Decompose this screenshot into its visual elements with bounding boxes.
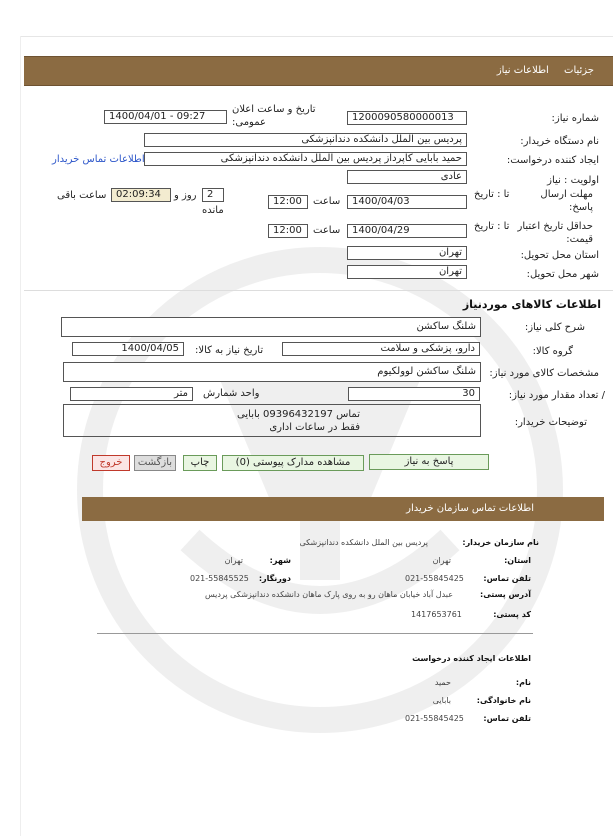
- contact-phone-value: 021-55845425: [405, 574, 464, 583]
- notes-line-2: فقط در ساعات اداری: [269, 422, 360, 433]
- back-button[interactable]: بازگشت: [134, 455, 176, 471]
- requester-label: ایجاد کننده درخواست:: [506, 155, 599, 166]
- reply-button[interactable]: پاسخ به نیاز: [369, 454, 489, 470]
- deadline-label-2: پاسخ:: [568, 202, 593, 213]
- province-field: تهران: [347, 246, 467, 260]
- left-divider: [20, 36, 21, 836]
- page-header: [24, 56, 613, 86]
- remaining-hours-label: ساعت باقی: [57, 190, 107, 201]
- contact-city-label: شهر:: [269, 556, 291, 565]
- print-button[interactable]: چاپ: [183, 455, 217, 471]
- validity-time-label: ساعت: [313, 225, 341, 236]
- contact-title: اطلاعات تماس سازمان خریدار: [406, 503, 534, 514]
- watermark-logo-icon: [70, 240, 570, 740]
- validity-date-field: 1400/04/29: [347, 224, 467, 238]
- contact-province-label: استان:: [504, 556, 531, 565]
- city-label: شهر محل تحویل:: [526, 269, 599, 280]
- announce-date-field: 1400/04/01 - 09:27: [104, 110, 227, 124]
- deadline-to-date-label: تا : تاریخ: [474, 189, 510, 200]
- address-value: عبدل آباد خیابان ماهان رو به روی پارک ماهان دانشکده دندانپزشکی پردیس: [204, 590, 453, 599]
- goods-group-field: دارو، پزشکی و سلامت: [282, 342, 480, 356]
- buyer-org-field: پردیس بین الملل دانشکده دندانپزشکی: [144, 133, 467, 147]
- contact-fax-label: دورنگار:: [258, 574, 291, 583]
- req-phone-label: تلفن تماس:: [483, 714, 531, 723]
- deadline-date-field: 1400/04/03: [347, 195, 467, 209]
- notes-box: [63, 404, 481, 437]
- contact-fax-value: 021-55845525: [190, 574, 249, 583]
- breadcrumb: [485, 65, 594, 76]
- buyer-org-label: نام دستگاه خریدار:: [520, 136, 599, 147]
- announce-label-2: عمومی:: [232, 117, 266, 128]
- qty-label: / تعداد مقدار مورد نیاز:: [508, 390, 605, 401]
- validity-time-field: 12:00: [268, 224, 308, 238]
- countdown-field: 02:09:34: [111, 188, 171, 202]
- need-date-label: تاریخ نیاز به کالا:: [195, 345, 264, 356]
- priority-field: عادی: [347, 170, 467, 184]
- deadline-time-field: 12:00: [268, 195, 308, 209]
- top-divider: [20, 36, 613, 37]
- province-label: استان محل تحویل:: [520, 250, 599, 261]
- summary-label: شرح کلی نیاز:: [524, 322, 585, 333]
- exit-button[interactable]: خروج: [92, 455, 130, 471]
- priority-label: اولویت : نیاز: [547, 175, 599, 186]
- contact-phone-label: تلفن تماس:: [483, 574, 531, 583]
- remaining-label: مانده: [202, 205, 224, 216]
- validity-to-date-label: تا : تاریخ: [474, 221, 510, 232]
- goods-section-title: اطلاعات کالاهای موردنیاز: [462, 298, 601, 311]
- first-name-value: حمید: [434, 678, 451, 687]
- days-label: روز و: [174, 190, 197, 201]
- contact-city-value: تهران: [224, 556, 243, 565]
- requester-info-title: اطلاعات ایجاد کننده درخواست: [412, 654, 531, 663]
- last-name-label: نام خانوادگی:: [476, 696, 531, 705]
- unit-field: متر: [70, 387, 193, 401]
- contact-divider: [97, 633, 533, 634]
- validity-label-2: قیمت:: [566, 234, 593, 245]
- deadline-label-1: مهلت ارسال: [540, 189, 593, 200]
- need-number-field: 1200090580000013: [347, 111, 467, 125]
- summary-field: شلنگ ساکشن: [61, 317, 481, 337]
- deadline-time-label: ساعت: [313, 196, 341, 207]
- spec-label: مشخصات کالای مورد نیاز:: [489, 368, 599, 379]
- notes-line-1: تماس 09396432197 بابایی: [237, 409, 360, 420]
- postal-value: 1417653761: [411, 610, 462, 619]
- section-divider: [24, 290, 613, 291]
- city-field: تهران: [347, 265, 467, 279]
- buyer-contact-link[interactable]: اطلاعات تماس خریدار: [52, 154, 145, 165]
- breadcrumb-details[interactable]: جزئیات: [564, 65, 594, 76]
- org-name-label: نام سازمان خریدار:: [462, 538, 539, 547]
- contact-header: [82, 497, 604, 521]
- postal-label: کد پستی:: [493, 610, 531, 619]
- req-phone-value: 021-55845425: [405, 714, 464, 723]
- first-name-label: نام:: [515, 678, 531, 687]
- spec-field: شلنگ ساکشن لوولکیوم: [63, 362, 481, 382]
- need-number-label: شماره نیاز:: [551, 113, 599, 124]
- address-label: آدرس پستی:: [480, 590, 531, 599]
- breadcrumb-need-info[interactable]: اطلاعات نیاز: [496, 65, 549, 76]
- announce-label-1: تاریخ و ساعت اعلان: [232, 104, 316, 115]
- need-date-field: 1400/04/05: [72, 342, 184, 356]
- goods-group-label: گروه کالا:: [532, 346, 573, 357]
- qty-field: 30: [348, 387, 480, 401]
- notes-label: توضیحات خریدار:: [514, 417, 587, 428]
- days-field: 2: [202, 188, 224, 202]
- validity-label-1: حداقل تاریخ اعتبار: [517, 221, 593, 232]
- contact-province-value: تهران: [432, 556, 451, 565]
- org-name-value: پردیس بین الملل دانشکده دندانپزشکی: [299, 538, 428, 547]
- last-name-value: بابایی: [432, 696, 451, 705]
- requester-field: حمید بابایی کاپرداز پردیس بین الملل دانشکده دندانپزشکی: [144, 152, 467, 166]
- unit-label: واحد شمارش: [203, 388, 260, 399]
- attachments-button[interactable]: مشاهده مدارک پیوستی (0): [222, 455, 364, 471]
